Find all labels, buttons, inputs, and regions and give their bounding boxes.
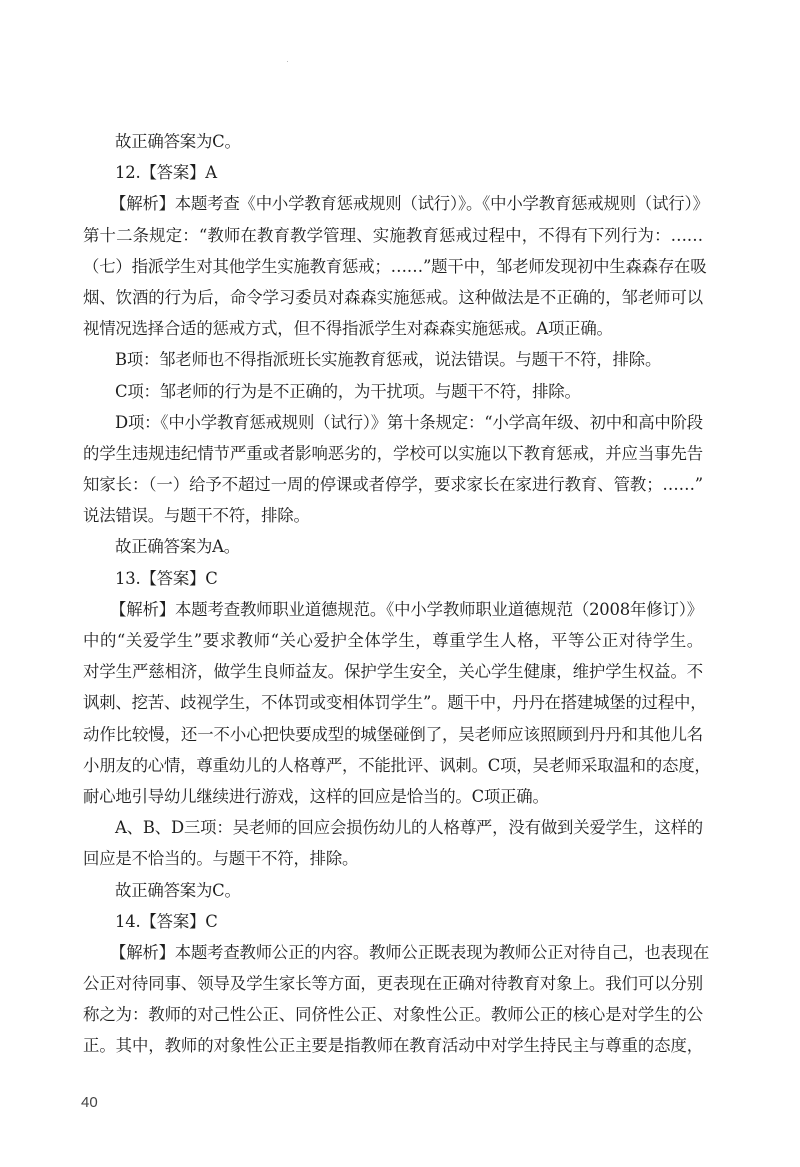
text-line: D项：《中小学教育惩戒规则（试行）》第十条规定：“小学高年级、初中和高中阶段 [115, 412, 703, 432]
document-body [83, 126, 711, 1062]
text-line: 视情况选择合适的惩戒方式，但不得指派学生对森森实施惩戒。A项正确。 [83, 319, 613, 339]
analysis-line: 【解析】本题考查教师公正的内容。教师公正既表现为教师公正对待自己，也表现在 [110, 942, 710, 962]
text-line: 称之为：教师的对己性公正、同侪性公正、对象性公正。教师公正的核心是对学生的公 [83, 1005, 703, 1025]
text-line: 知家长：（一）给予不超过一周的停课或者停学，要求家长在家进行教育、管教；……” [83, 475, 703, 495]
text-line: 第十二条规定：“教师在教育教学管理、实施教育惩戒过程中，不得有下列行为：…… [83, 225, 703, 245]
text-line: C项：邹老师的行为是不正确的，为干扰项。与题干不符，排除。 [115, 381, 581, 401]
answer-line: 14.【答案】C [115, 911, 218, 931]
text-line: 对学生严慈相济，做学生良师益友。保护学生安全，关心学生健康，维护学生权益。不 [83, 662, 703, 682]
text-line: 烟、饮酒的行为后，命令学习委员对森森实施惩戒。这种做法是不正确的，邹老师可以 [83, 287, 703, 307]
text-line: 公正对待同事、领导及学生家长等方面，更表现在正确对待教育对象上。我们可以分别 [83, 974, 703, 994]
text-line: 的学生违规违纪情节严重或者影响恶劣的，学校可以实施以下教育惩戒，并应当事先告 [83, 443, 703, 463]
text-line: 讽刺、挖苦、歧视学生，不体罚或变相体罚学生”。题干中，丹丹在搭建城堡的过程中， [83, 693, 707, 713]
scan-speck [287, 61, 288, 62]
text-line: 小朋友的心情，尊重幼儿的人格尊严，不能批评、讽刺。C项，吴老师采取温和的态度， [83, 755, 711, 775]
answer-line: 13.【答案】C [115, 568, 218, 588]
text-line: 正。其中，教师的对象性公正主要是指教师在教育活动中对学生持民主与尊重的态度， [83, 1036, 703, 1056]
text-line: 故正确答案为A。 [115, 537, 240, 557]
page-number: 40 [81, 1094, 98, 1111]
text-line: （七）指派学生对其他学生实施教育惩戒；……”题干中，邹老师发现初中生森森存在吸 [83, 256, 707, 276]
text-line: 故正确答案为C。 [115, 880, 241, 900]
text-line: B项：邹老师也不得指派班长实施教育惩戒，说法错误。与题干不符，排除。 [115, 350, 662, 370]
answer-line: 12.【答案】A [115, 163, 217, 183]
analysis-line: 【解析】本题考查教师职业道德规范。《中小学教师职业道德规范（2008年修订）》 [110, 599, 703, 619]
text-line: 回应是不恰当的。与题干不符，排除。 [83, 849, 359, 869]
text-line: A、B、D三项：吴老师的回应会损伤幼儿的人格尊严，没有做到关爱学生，这样的 [115, 818, 703, 838]
text-line: 耐心地引导幼儿继续进行游戏，这样的回应是恰当的。C项正确。 [83, 786, 549, 806]
analysis-line: 【解析】本题考查《中小学教育惩戒规则（试行）》。《中小学教育惩戒规则（试行）》 [110, 194, 709, 214]
text-line: 动作比较慢，还一不小心把快要成型的城堡碰倒了，吴老师应该照顾到丹丹和其他儿名 [83, 724, 703, 744]
text-line: 故正确答案为C。 [115, 132, 241, 151]
text-line: 中的“关爱学生”要求教师“关心爱护全体学生，尊重学生人格，平等公正对待学生。 [83, 631, 703, 650]
text-line: 说法错误。与题干不符，排除。 [83, 506, 310, 526]
